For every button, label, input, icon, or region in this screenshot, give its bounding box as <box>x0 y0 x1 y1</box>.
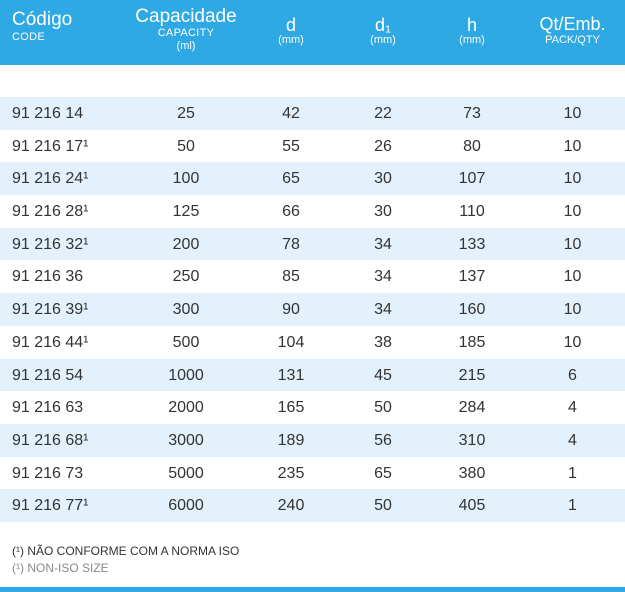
cell-h: 133 <box>458 235 486 253</box>
cell-h: 137 <box>458 268 486 286</box>
cell-capacity: 3000 <box>168 431 204 449</box>
cell-qty: 4 <box>568 431 577 449</box>
cell-d1: 30 <box>374 203 392 221</box>
cell-h: 310 <box>458 431 486 449</box>
header-capacity <box>118 7 254 72</box>
cell-capacity: 125 <box>172 203 200 221</box>
cell-capacity: 100 <box>172 170 200 188</box>
header-capacity-sub: CAPACITY <box>157 27 215 39</box>
header-capacity-label: Capacidade <box>135 6 237 27</box>
cell-qty: 4 <box>568 399 577 417</box>
cell-qty: 1 <box>568 464 577 482</box>
cell-d: 235 <box>277 464 305 482</box>
cell-capacity: 25 <box>177 105 195 122</box>
cell-code: 91 216 39¹ <box>12 301 89 319</box>
cell-d1: 34 <box>374 301 392 319</box>
cell-d: 90 <box>282 301 300 319</box>
cell-d1: 65 <box>374 464 392 482</box>
table-row <box>0 359 625 392</box>
header-h-unit: (mm) <box>459 34 485 46</box>
cell-code: 91 216 28¹ <box>12 203 89 221</box>
cell-h: 284 <box>458 399 486 417</box>
cell-h: 405 <box>458 497 486 515</box>
cell-code: 91 216 63 <box>12 399 84 417</box>
cell-qty: 10 <box>563 235 582 253</box>
cell-code: 91 216 68¹ <box>12 431 89 449</box>
cell-qty: 10 <box>563 268 582 286</box>
cell-code: 91 216 32¹ <box>12 235 89 253</box>
cell-capacity: 50 <box>177 137 195 155</box>
cell-d: 55 <box>282 137 300 155</box>
cell-capacity: 200 <box>172 235 200 253</box>
cell-code: 91 216 44¹ <box>12 333 89 351</box>
table-row <box>0 457 625 490</box>
header-capacity-unit: (ml) <box>176 40 196 52</box>
cell-qty: 1 <box>568 497 577 515</box>
table-row <box>0 326 625 359</box>
cell-d: 189 <box>277 431 305 449</box>
cell-code: 91 216 17¹ <box>12 137 89 155</box>
header-code-label: Código <box>12 9 73 30</box>
cell-capacity: 5000 <box>168 464 204 482</box>
cell-d1: 56 <box>374 431 392 449</box>
cell-d: 165 <box>277 399 305 417</box>
cell-capacity: 300 <box>172 301 200 319</box>
cell-d: 104 <box>277 333 305 351</box>
cell-qty: 10 <box>563 301 582 319</box>
cell-d: 240 <box>277 497 305 515</box>
cell-code: 91 216 24¹ <box>12 170 89 188</box>
bottom-bar <box>0 587 625 592</box>
header-qty-sub: PACK/QTY <box>545 34 600 46</box>
table-row <box>0 97 625 130</box>
footnote-en: (¹) NON-ISO SIZE <box>12 561 109 575</box>
cell-d1: 50 <box>374 399 392 417</box>
cell-h: 80 <box>463 137 481 155</box>
table-row <box>0 293 625 326</box>
table-row <box>0 260 625 293</box>
cell-h: 215 <box>458 366 486 384</box>
table-row <box>0 130 625 163</box>
table-header <box>0 0 625 65</box>
cell-d1: 34 <box>374 268 392 286</box>
cell-code: 91 216 77¹ <box>12 497 89 515</box>
cell-d1: 26 <box>374 137 392 155</box>
header-d-unit: (mm) <box>278 34 304 46</box>
cell-qty: 10 <box>563 170 582 188</box>
cell-qty: 10 <box>563 105 582 122</box>
footnote <box>12 544 612 576</box>
cell-capacity: 2000 <box>168 399 204 417</box>
cell-d: 85 <box>282 268 300 286</box>
header-h-label: h <box>466 15 477 35</box>
table-row <box>0 489 625 522</box>
header-d1-label: d₁ <box>374 15 392 35</box>
cell-d1: 45 <box>374 366 392 384</box>
cell-d1: 38 <box>374 333 392 351</box>
cell-d: 66 <box>282 203 300 221</box>
cell-h: 380 <box>458 464 486 482</box>
table-row <box>0 391 625 424</box>
header-code-sub: CODE <box>12 31 45 43</box>
cell-h: 185 <box>458 333 486 351</box>
cell-d1: 50 <box>374 497 392 515</box>
footnote-pt: (¹) NÃO CONFORME COM A NORMA ISO <box>12 544 240 558</box>
cell-h: 160 <box>458 301 486 319</box>
cell-h: 73 <box>463 105 481 122</box>
cell-capacity: 500 <box>172 333 200 351</box>
cell-code: 91 216 73 <box>12 464 84 482</box>
cell-h: 110 <box>459 203 485 221</box>
cell-qty: 10 <box>563 333 582 351</box>
cell-d: 42 <box>282 105 300 122</box>
cell-d1: 22 <box>374 105 392 122</box>
cell-code: 91 216 36 <box>12 268 84 286</box>
cell-capacity: 6000 <box>168 497 204 515</box>
cell-capacity: 1000 <box>168 366 204 384</box>
table-row <box>0 424 625 457</box>
cell-qty: 6 <box>568 366 577 384</box>
header-spacer <box>0 65 625 97</box>
cell-h: 107 <box>458 170 486 188</box>
table-row <box>0 228 625 261</box>
header-d-label: d <box>285 15 296 35</box>
cell-qty: 10 <box>563 203 582 221</box>
cell-d: 65 <box>282 170 300 188</box>
header-qty-label: Qt/Emb. <box>539 14 606 34</box>
cell-d: 78 <box>282 235 300 253</box>
cell-qty: 10 <box>563 137 582 155</box>
cell-d1: 34 <box>374 235 392 253</box>
table-body <box>0 97 625 522</box>
cell-d1: 30 <box>374 170 392 188</box>
table-row <box>0 195 625 228</box>
cell-code: 91 216 54 <box>12 366 84 384</box>
table-row <box>0 162 625 195</box>
cell-code: 91 216 14 <box>12 105 84 122</box>
header-d1-unit: (mm) <box>370 34 396 46</box>
cell-capacity: 250 <box>172 268 200 286</box>
cell-d: 131 <box>277 366 305 384</box>
